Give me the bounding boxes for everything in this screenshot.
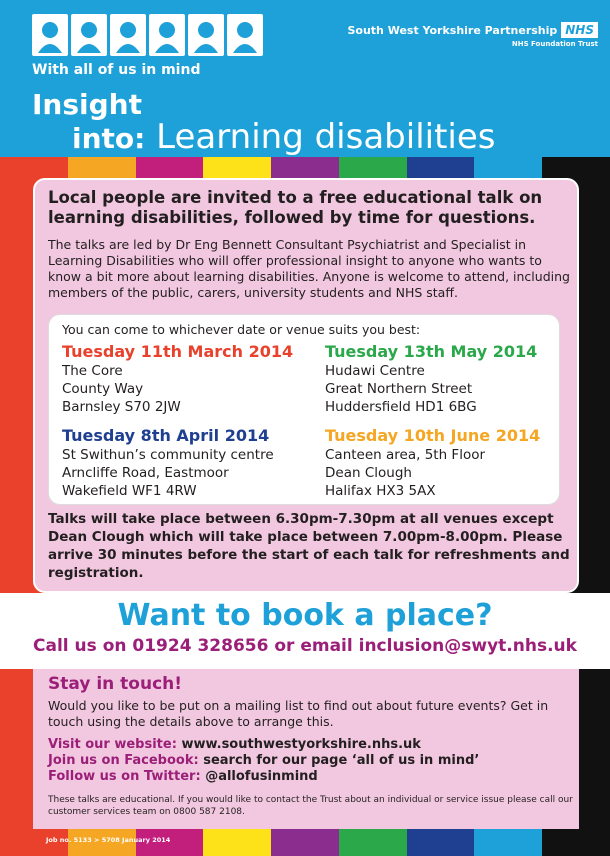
org-subtitle: NHS Foundation Trust: [511, 40, 598, 48]
title-topic-text: Learning disabilities: [156, 117, 496, 157]
face-icon: [227, 14, 263, 56]
venue-line: Great Northern Street: [325, 381, 473, 397]
contact-links: [48, 737, 479, 785]
venue-line: Hudawi Centre: [325, 363, 425, 379]
title-insight: Insight: [32, 88, 142, 121]
facebook-text: search for our page ‘all of us in mind’: [203, 753, 480, 768]
venue-date: Tuesday 13th May 2014: [325, 342, 538, 361]
website-link[interactable]: www.southwestyorkshire.nhs.uk: [181, 737, 421, 752]
venue-line: St Swithun’s community centre: [62, 447, 274, 463]
disclaimer: These talks are educational. If you would like to contact the Trust about an individual or service issue please call our customer services team on 0800 587 2108.: [48, 795, 573, 817]
venue-line: Barnsley S70 2JW: [62, 399, 181, 415]
header-banner: [0, 0, 610, 157]
face-icon: [149, 14, 185, 56]
venue-wakefield: [62, 426, 274, 500]
venue-line: The Core: [62, 363, 123, 379]
org-name: South West Yorkshire Partnership: [347, 23, 558, 37]
venue-barnsley: [62, 342, 293, 416]
face-icon: [188, 14, 224, 56]
venue-halifax: [325, 426, 540, 500]
venue-date: Tuesday 8th April 2014: [62, 426, 270, 445]
venues-heading: You can come to whichever date or venue suits you best:: [62, 322, 421, 337]
facebook-label: Join us on Facebook:: [48, 753, 199, 768]
venue-line: Halifax HX3 5AX: [325, 483, 436, 499]
venue-date: Tuesday 10th June 2014: [325, 426, 541, 445]
face-icon: [32, 14, 68, 56]
booking-contact: Call us on 01924 328656 or email inclusion@swyt.nhs.uk: [33, 636, 577, 656]
venue-line: Huddersfield HD1 6BG: [325, 399, 477, 415]
nhs-logo: NHS: [561, 22, 598, 38]
tagline: With all of us in mind: [32, 62, 201, 78]
photo-strip: [32, 14, 263, 56]
face-icon: [71, 14, 107, 56]
twitter-handle[interactable]: @allofusinmind: [205, 769, 318, 784]
venue-line: Dean Clough: [325, 465, 412, 481]
venue-huddersfield: [325, 342, 537, 416]
venue-line: Wakefield WF1 4RW: [62, 483, 197, 499]
times-text: Talks will take place between 6.30pm-7.30pm at all venues except Dean Clough which will take place between 7.00pm-8.00pm. Please arrive 30 minutes before the start of each talk for refreshments and registration.: [48, 511, 570, 581]
org-logo: [347, 22, 598, 48]
title-into: into:: [72, 122, 146, 155]
venue-line: Canteen area, 5th Floor: [325, 447, 486, 463]
job-number: Job no. 5133 > 5708 January 2014: [46, 836, 171, 844]
website-label: Visit our website:: [48, 737, 177, 752]
stay-title: Stay in touch!: [48, 674, 183, 694]
title-topic: [72, 118, 496, 158]
venue-date: Tuesday 11th March 2014: [62, 342, 294, 361]
booking-title: Want to book a place?: [117, 598, 493, 633]
intro-text: The talks are led by Dr Eng Bennett Consultant Psychiatrist and Specialist in Learning Disabilities who will offer professional insight to anyone who wants to know a bit more about learning disabilities. Anyone is welcome to attend, including members of the public, carers, university students and NHS staff.: [48, 237, 570, 300]
face-icon: [110, 14, 146, 56]
venue-line: Arncliffe Road, Eastmoor: [62, 465, 229, 481]
venue-line: County Way: [62, 381, 144, 397]
twitter-label: Follow us on Twitter:: [48, 769, 201, 784]
stay-text: Would you like to be put on a mailing list to find out about future events? Get in touch using the details above to arrange this.: [48, 698, 549, 729]
lead-text: Local people are invited to a free educational talk on learning disabilities, followed by time for questions.: [48, 188, 543, 227]
